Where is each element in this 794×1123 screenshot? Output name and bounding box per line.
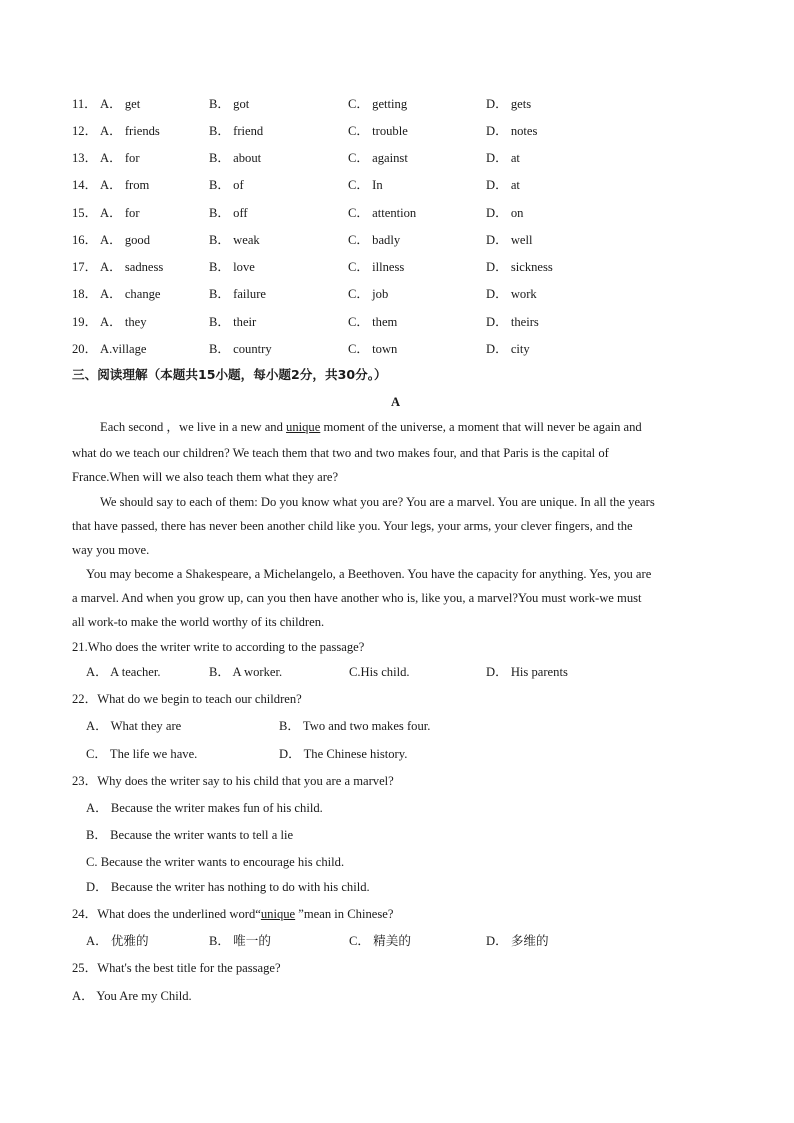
option-d[interactable]: D． theirs [486,315,539,329]
option-d[interactable]: D． well [486,233,533,247]
q25-option-a[interactable]: A． You Are my Child. [72,989,192,1003]
q22-option-d[interactable]: D． The Chinese history. [279,747,408,761]
question-number: 14． [72,178,98,192]
q24-option-a[interactable]: A． 优雅的 [86,934,149,948]
underlined-word: unique [260,907,296,921]
question-number: 16． [72,233,98,247]
option-d[interactable]: D． notes [486,124,538,138]
question-number: 19． [72,315,98,329]
option-b[interactable]: B． their [209,315,257,329]
passage-line: a marvel. And when you grow up, can you then have another who is, like you, a marvel?You must work-we must [72,591,642,605]
passage-line: You may become a Shakespeare, a Michelangelo, a Beethoven. You have the capacity for anything. Yes, you are [86,567,652,581]
q21-option-a[interactable]: A． A teacher. [86,665,161,679]
option-b[interactable]: B． of [209,178,244,192]
q22-option-b[interactable]: B． Two and two makes four. [279,719,431,733]
q22-option-a[interactable]: A． What they are [86,719,182,733]
passage-text: Each second ，we live in a new and [100,420,287,434]
option-c[interactable]: C． job [348,287,389,301]
option-a[interactable]: A． they [100,315,147,329]
q24-option-c[interactable]: C． 精美的 [349,934,411,948]
option-a[interactable]: A.village [100,342,147,356]
option-d[interactable]: D． city [486,342,530,356]
option-a[interactable]: A． good [100,233,151,247]
question-number: 17． [72,260,98,274]
passage-line: France.When will we also teach them what they are? [72,470,339,484]
option-d[interactable]: D． sickness [486,260,553,274]
option-a[interactable]: A． change [100,287,161,301]
option-c[interactable]: C． badly [348,233,401,247]
passage-line: way you move. [72,543,150,557]
option-b[interactable]: B． off [209,206,248,220]
question-25-stem: 25．What's the best title for the passage? [72,961,281,975]
option-c[interactable]: C． illness [348,260,405,274]
option-c[interactable]: C． trouble [348,124,408,138]
question-23-stem: 23．Why does the writer say to his child that you are a marvel? [72,774,394,788]
option-a[interactable]: A． for [100,151,140,165]
option-a[interactable]: A． get [100,97,141,111]
option-c[interactable]: C． town [348,342,398,356]
question-number: 18． [72,287,98,301]
q23-option-a[interactable]: A． Because the writer makes fun of his child. [86,801,323,815]
stem-text: 24．What does the underlined word“ [72,907,261,921]
option-d[interactable]: D． gets [486,97,532,111]
option-a[interactable]: A． sadness [100,260,164,274]
passage-line: what do we teach our children? We teach them that two and two makes four, and that Paris is the capital of [72,446,609,460]
option-b[interactable]: B． love [209,260,255,274]
option-b[interactable]: B． failure [209,287,267,301]
passage-text: moment of the universe, a moment that will never be again and [320,420,642,434]
q23-option-c[interactable]: C. Because the writer wants to encourage his child. [86,855,345,869]
underlined-word: unique [286,420,321,434]
question-21-stem: 21.Who does the writer write to according to the passage? [72,640,365,654]
q23-option-b[interactable]: B． Because the writer wants to tell a lie [86,828,294,842]
option-a[interactable]: A． from [100,178,150,192]
passage-line: all work-to make the world worthy of its children. [72,615,325,629]
option-c[interactable]: C． getting [348,97,408,111]
question-number: 11． [72,97,97,111]
option-c[interactable]: C． attention [348,206,417,220]
q21-option-c[interactable]: C.His child. [349,665,410,679]
option-d[interactable]: D． on [486,206,524,220]
q21-option-b[interactable]: B． A worker. [209,665,283,679]
option-b[interactable]: B． about [209,151,262,165]
option-c[interactable]: C． against [348,151,408,165]
question-number: 12． [72,124,98,138]
q24-option-b[interactable]: B． 唯一的 [209,934,271,948]
option-d[interactable]: D． at [486,178,520,192]
passage-label: A [391,395,401,409]
option-a[interactable]: A． for [100,206,140,220]
q22-option-c[interactable]: C． The life we have. [86,747,198,761]
section-heading: 三、阅读理解（本题共15小题，每小题2分，共30分。） [72,367,387,382]
option-c[interactable]: C． In [348,178,383,192]
option-d[interactable]: D． work [486,287,537,301]
q23-option-d[interactable]: D． Because the writer has nothing to do with his child. [86,880,370,894]
question-22-stem: 22．What do we begin to teach our children? [72,692,302,706]
question-number: 20． [72,342,98,356]
option-b[interactable]: B． got [209,97,250,111]
question-number: 13． [72,151,98,165]
question-24-stem [72,904,393,924]
stem-text: ”mean in Chinese? [295,907,394,921]
option-d[interactable]: D． at [486,151,520,165]
q21-option-d[interactable]: D． His parents [486,665,568,679]
question-number: 15． [72,206,98,220]
passage-line: We should say to each of them: Do you know what you are? You are a marvel. You are unique. In all the years [100,495,655,509]
passage-line: that have passed, there has never been another child like you. Your legs, your arms, your clever fingers, and the [72,519,633,533]
option-b[interactable]: B． country [209,342,272,356]
passage-line [100,417,642,437]
option-a[interactable]: A． friends [100,124,160,138]
option-b[interactable]: B． friend [209,124,264,138]
q24-option-d[interactable]: D． 多维的 [486,934,549,948]
option-b[interactable]: B． weak [209,233,260,247]
option-c[interactable]: C． them [348,315,398,329]
